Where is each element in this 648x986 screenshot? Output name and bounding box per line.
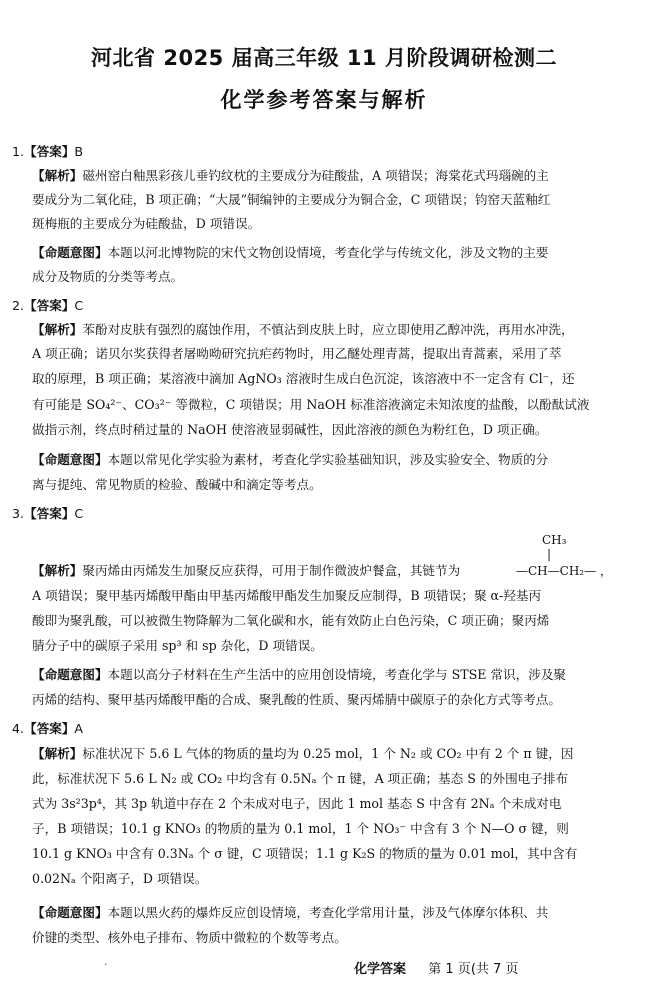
page-title: 河北省 2025 届高三年级 11 月阶段调研检测二 — [91, 46, 557, 70]
q1-intent-line: 【命题意图】本题以河北博物院的宋代文物创设情境，考查化学与传统文化，涉及文物的主要 — [32, 245, 549, 260]
q4-analysis-line: 此，标准状况下 5.6 L N₂ 或 CO₂ 中均含有 0.5Nₐ 个 π 键，A 项正确；基态 S 的外围电子排布 — [32, 771, 569, 786]
q2-answer: 2.【答案】C — [12, 298, 84, 313]
q4-intent-line: 价键的类型、核外电子排布、物质中微粒的个数等考点。 — [32, 930, 347, 945]
q1-answer: 1.【答案】B — [12, 144, 84, 159]
q4-analysis-line: 10.1 g KNO₃ 中含有 0.3Nₐ 个 σ 键，C 项错误；1.1 g K₂S 的物质的量为 0.01 mol，其中含有 — [32, 846, 578, 861]
chain-main: —CH—CH₂— ， — [516, 564, 612, 578]
q4-intent-line: 【命题意图】本题以黑火药的爆炸反应创设情境，考查化学常用计量，涉及气体摩尔体积、共 — [32, 905, 549, 920]
q2-analysis-line: A 项正确；诺贝尔奖获得者屠呦呦研究抗疟药物时，用乙醚处理青蒿，提取出青蒿素，采用了萃 — [32, 346, 562, 361]
q1-analysis-line: 要成分为二氧化硅，B 项正确；“大晟”铜编钟的主要成分为铜合金，C 项错误；钧窑天蓝釉红 — [32, 192, 551, 207]
q2-analysis-line: 做指示剂，终点时稍过量的 NaOH 使溶液显弱碱性，因此溶液的颜色为粉红色，D 项正确。 — [32, 422, 548, 437]
q3-analysis-line: A 项错误；聚甲基丙烯酸甲酯由甲基丙烯酸甲酯发生加聚反应制得，B 项错误；聚 α-羟基丙 — [32, 588, 542, 603]
q3-analysis-line: 腈分子中的碳原子采用 sp³ 和 sp 杂化，D 项错误。 — [32, 638, 323, 653]
footer-subject: 化学答案 — [354, 962, 407, 977]
q4-analysis-line: 式为 3s²3p⁴，其 3p 轨道中存在 2 个未成对电子，因此 1 mol 基态 S 中含有 2Nₐ 个未成对电 — [32, 796, 562, 811]
q3-intent-line: 丙烯的结构、聚甲基丙烯酸甲酯的合成、聚乳酸的性质、聚丙烯腈中碳原子的杂化方式等考点。 — [32, 692, 561, 707]
chain-bond: | — [547, 547, 552, 561]
q4-answer: 4.【答案】A — [12, 721, 84, 736]
q1-intent-line: 成分及物质的分类等考点。 — [32, 269, 184, 284]
q2-intent-line: 离与提纯、常见物质的检验、酸碱中和滴定等考点。 — [32, 477, 322, 492]
chain-methyl-group: CH₃ — [542, 533, 567, 547]
q4-analysis-line: 子，B 项错误；10.1 g KNO₃ 的物质的量为 0.1 mol，1 个 NO₃⁻ 中含有 3 个 N—O σ 键，则 — [32, 821, 569, 836]
page-subtitle: 化学参考答案与解析 — [220, 88, 428, 112]
q1-analysis-line: 斑梅瓶的主要成分为硅酸盐，D 项错误。 — [32, 216, 261, 231]
chain-unit-formula — [516, 533, 626, 581]
q4-analysis-line: 0.02Nₐ 个阳离子，D 项错误。 — [32, 871, 208, 886]
q3-analysis-line: 酸即为聚乳酸，可以被微生物降解为二氧化碳和水，能有效防止白色污染，C 项正确；聚丙烯 — [32, 613, 550, 628]
footer-page-info: 第 1 页(共 7 页 — [428, 962, 519, 977]
q3-answer: 3.【答案】C — [12, 506, 84, 521]
q2-intent-line: 【命题意图】本题以常见化学实验为素材，考查化学实验基础知识，涉及实验安全、物质的分 — [32, 452, 549, 467]
q2-analysis-line: 【解析】苯酚对皮肤有强烈的腐蚀作用，不慎沾到皮肤上时，应立即使用乙醇冲洗，再用水冲洗， — [32, 322, 574, 337]
q1-analysis-line: 【解析】磁州窑白釉黑彩孩儿垂钓纹枕的主要成分为硅酸盐，A 项错误；海棠花式玛瑙碗的主 — [32, 168, 549, 183]
q3-analysis-line: 【解析】聚丙烯由丙烯发生加聚反应获得，可用于制作微波炉餐盒，其链节为 — [32, 563, 461, 578]
page-footer — [354, 958, 518, 977]
q2-analysis-line: 取的原理，B 项正确；某溶液中滴加 AgNO₃ 溶液时生成白色沉淀，该溶液中不一定含有 Cl⁻，还 — [32, 371, 575, 386]
q2-analysis-line: 有可能是 SO₄²⁻、CO₃²⁻ 等微粒，C 项错误；用 NaOH 标准溶液滴定未知浓度的盐酸，以酚酞试液 — [32, 397, 590, 412]
scan-mark: · — [104, 958, 108, 971]
q3-intent-line: 【命题意图】本题以高分子材料在生产生活中的应用创设情境，考查化学与 STSE 常识，涉及聚 — [32, 667, 567, 682]
q4-analysis-line: 【解析】标准状况下 5.6 L 气体的物质的量均为 0.25 mol，1 个 N₂ 或 CO₂ 中有 2 个 π 键，因 — [32, 746, 574, 761]
